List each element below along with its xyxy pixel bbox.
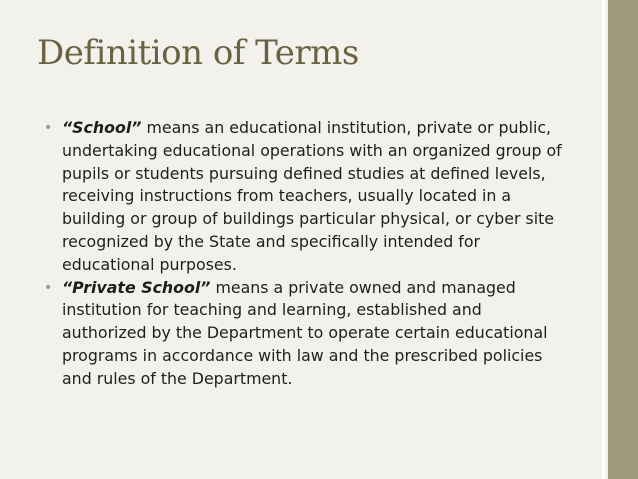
side-accent-bar [608, 0, 638, 479]
slide-title: Definition of Terms [37, 33, 359, 73]
bullet-item-school [44, 117, 564, 277]
term-private-school: “Private School” [62, 277, 211, 297]
term-school: “School” [62, 118, 142, 137]
bullet-item-private-school [44, 277, 564, 391]
definition-private-school: means a private owned and managed institution for teaching and learning, established and authorized by the Department to operate certain educational programs in accordance with law and the prescribed policies and rules of the Department. [62, 277, 548, 388]
bullet-dot-icon: • [44, 120, 53, 136]
bullet-list [44, 117, 564, 391]
bullet-dot-icon: • [44, 279, 53, 296]
definition-school: means an educational institution, private or public, undertaking educational operations with an organized group of pupils or students pursuing defined studies at defined levels, receiving instructions from teachers, usually located in a building or group of buildings particular physical, or cyber site recognized by the State and specifically intended for educational purposes. [62, 118, 562, 274]
side-divider-line [602, 0, 605, 479]
